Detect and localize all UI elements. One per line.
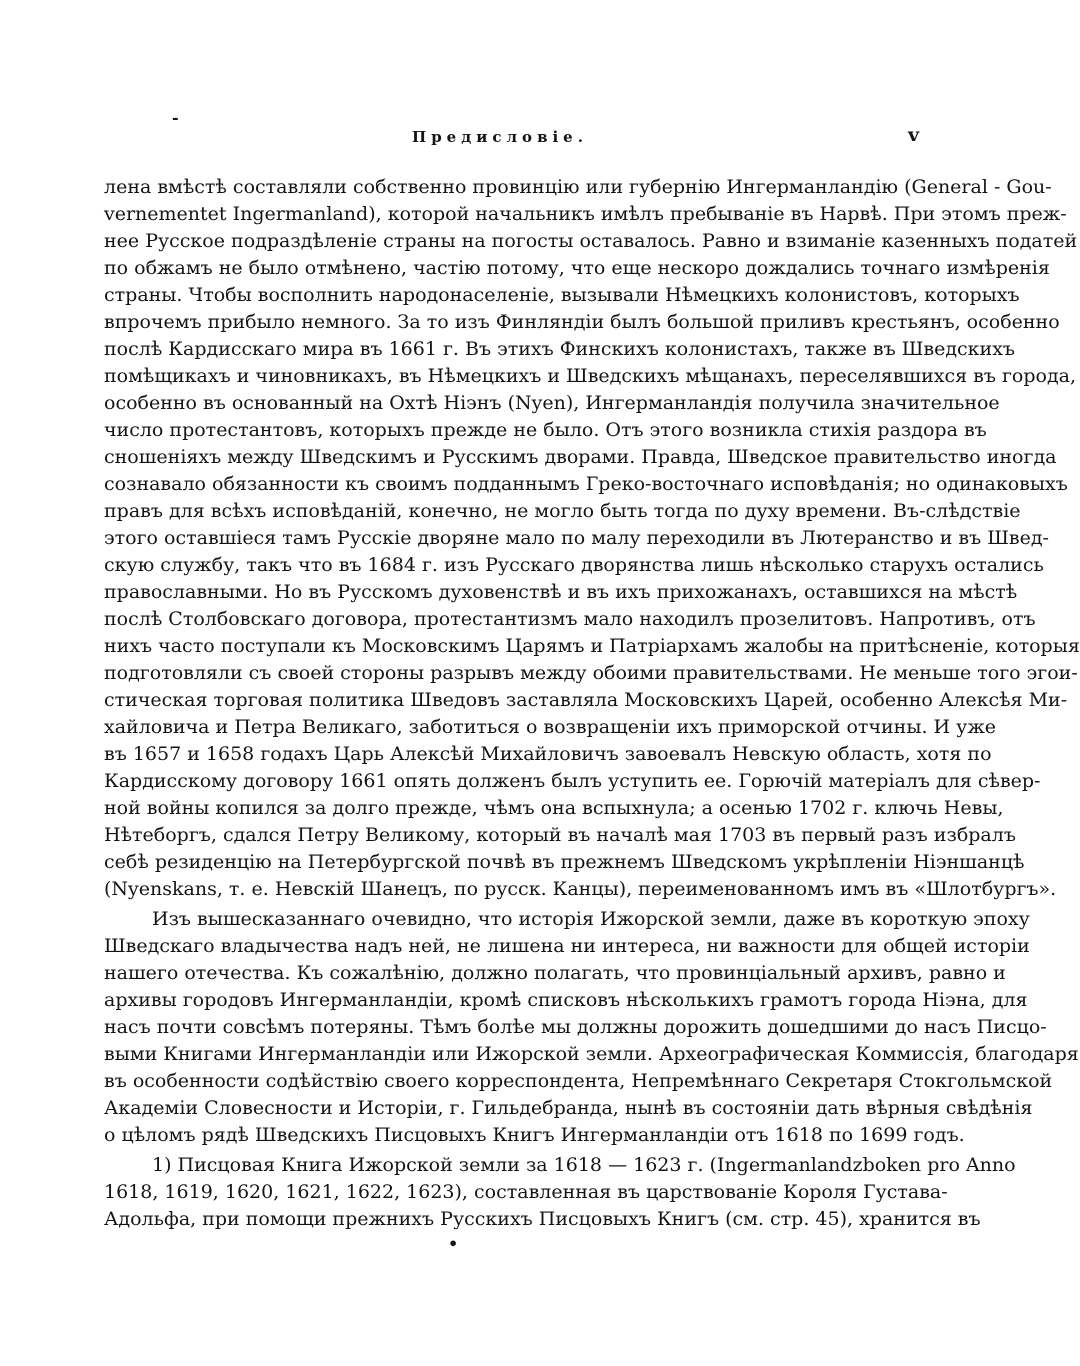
text-line: сношеніяхъ между Шведскимъ и Русскимъ дворами. Правда, Шведское правительство иногда: [104, 446, 1057, 468]
text-line: помѣщикахъ и чиновникахъ, въ Нѣмецкихъ и Шведскихъ мѣщанахъ, переселявшихся въ города,: [104, 365, 1077, 387]
text-line: нашего отечества. Къ сожалѣнію, должно полагать, что провинціальный архивъ, равно и: [104, 962, 1006, 984]
text-line: стическая торговая политика Шведовъ заставляла Московскихъ Царей, особенно Алексѣя Ми-: [104, 689, 1068, 711]
text-line: впрочемъ прибыло немного. За то изъ Финляндіи былъ большой приливъ крестьянъ, особенно: [104, 311, 1060, 333]
text-line: Академіи Словесности и Исторіи, г. Гильдебранда, нынѣ въ состояніи дать вѣрныя свѣдѣнія: [104, 1097, 1033, 1119]
text-line: особенно въ основанный на Охтѣ Ніэнъ (Nyen), Ингерманландія получила значительное: [104, 392, 1000, 414]
text-line: этого оставшіеся тамъ Русскіе дворяне мало по малу переходили въ Лютеранство и въ Швед-: [104, 527, 1049, 549]
text-line: нее Русское подраздѣленіе страны на погосты оставалось. Равно и взиманіе казенныхъ податей: [104, 230, 1078, 252]
text-line: православными. Но въ Русскомъ духовенствѣ и въ ихъ прихожанахъ, оставшихся на мѣстѣ: [104, 581, 1018, 603]
text-line: по обжамъ не было отмѣнено, частію потому, что еще нескоро дождались точнаго измѣренія: [104, 257, 1050, 279]
text-line: число протестантовъ, которыхъ прежде не было. Отъ этого возникла стихія раздора въ: [104, 419, 987, 441]
footer-mark: •: [448, 1234, 459, 1253]
text-line: выми Книгами Ингерманландіи или Ижорской земли. Археографическая Коммиссія, благодаря: [104, 1043, 1079, 1065]
text-line: хайловича и Петра Великаго, заботиться о возвращеніи ихъ приморской отчины. И уже: [104, 716, 997, 738]
text-line: послѣ Кардисскаго мира въ 1661 г. Въ этихъ Финскихъ колонистахъ, также въ Шведскихъ: [104, 338, 1015, 360]
text-line: Нѣтеборгъ, сдался Петру Великому, который въ началѣ мая 1703 въ первый разъ избралъ: [104, 824, 1016, 846]
text-line: Шведскаго владычества надъ ней, не лишена ни интереса, ни важности для общей исторіи: [104, 935, 1030, 957]
text-line: нихъ часто поступали къ Московскимъ Царямъ и Патріархамъ жалобы на притѣсненіе, которыя: [104, 635, 1080, 657]
text-line: въ особенности содѣйствію своего корреспондента, Непремѣннаго Секретаря Стокгольмской: [104, 1070, 1053, 1092]
text-line: страны. Чтобы восполнить народонаселеніе, вызывали Нѣмецкихъ колонистовъ, которыхъ: [104, 284, 1020, 306]
text-line: правъ для всѣхъ исповѣданій, конечно, не могло быть тогда по духу времени. Въ-слѣдствіе: [104, 500, 1021, 522]
text-line: 1618, 1619, 1620, 1621, 1622, 1623), составленная въ царствованіе Короля Густава-: [104, 1181, 948, 1203]
text-line: ной войны копился за долго прежде, чѣмъ она вспыхнула; а осенью 1702 г. ключь Невы,: [104, 797, 1004, 819]
text-line: vernementet Ingermanland), которой начальникъ имѣлъ пребываніе въ Нарвѣ. При этомъ преж-: [104, 203, 1067, 225]
text-line: (Nyenskans, т. е. Невскій Шанецъ, по русск. Канцы), переименованномъ имъ въ «Шлотбургъ».: [104, 878, 1057, 900]
text-line: насъ почти совсѣмъ потеряны. Тѣмъ болѣе мы должны дорожить дошедшими до насъ Писцо-: [104, 1016, 1047, 1038]
text-line: въ 1657 и 1658 годахъ Царь Алексѣй Михайловичъ завоевалъ Невскую область, хотя по: [104, 743, 992, 765]
stray-mark: -: [172, 108, 179, 127]
text-line: себѣ резиденцію на Петербургской почвѣ въ прежнемъ Шведскомъ укрѣпленіи Ніэншанцѣ: [104, 851, 1025, 873]
text-line: Адольфа, при помощи прежнихъ Русскихъ Писцовыхъ Книгъ (см. стр. 45), хранится въ: [104, 1208, 981, 1230]
text-line: сознавало обязанности къ своимъ подданнымъ Греко-восточнаго исповѣданія; но одинаковыхъ: [104, 473, 1068, 495]
running-header: Предисловіе.: [412, 128, 588, 146]
text-line: Изъ вышесказаннаго очевидно, что исторія Ижорской земли, даже въ короткую эпоху: [152, 908, 1030, 930]
text-line: о цѣломъ рядѣ Шведскихъ Писцовыхъ Книгъ Ингерманландіи отъ 1618 по 1699 годъ.: [104, 1124, 965, 1146]
text-line: послѣ Столбовскаго договора, протестантизмъ мало находилъ прозелитовъ. Напротивъ, отъ: [104, 608, 1036, 630]
page-number: v: [908, 124, 920, 146]
text-line: архивы городовъ Ингерманландіи, кромѣ списковъ нѣсколькихъ грамотъ города Ніэна, для: [104, 989, 1028, 1011]
text-line: лена вмѣстѣ составляли собственно провинцію или губернію Ингерманландію (General - Gou-: [104, 176, 1052, 198]
text-line: скую службу, такъ что въ 1684 г. изъ Русскаго дворянства лишь нѣсколько старухъ остались: [104, 554, 1044, 576]
text-line: Кардисскому договору 1661 опять долженъ былъ уступить ее. Горючій матеріалъ для сѣвер-: [104, 770, 1041, 792]
text-line: 1) Писцовая Книга Ижорской земли за 1618 — 1623 г. (Ingermanlandzboken pro Anno: [152, 1154, 1016, 1176]
text-line: подготовляли съ своей стороны разрывъ между обоими правительствами. Не меньше того эгои-: [104, 662, 1078, 684]
